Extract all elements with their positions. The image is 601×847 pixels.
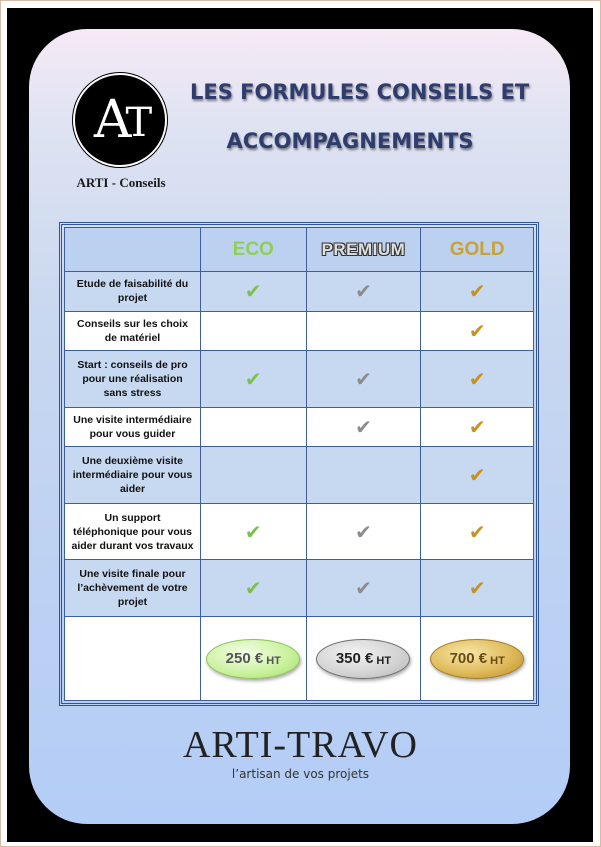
- pricing-table: [59, 222, 539, 706]
- check-icon: ✔: [468, 415, 486, 440]
- page-title-line-1: LES FORMULES CONSEILS ET: [190, 80, 530, 104]
- header-premium: PREMIUM: [306, 228, 421, 272]
- logo-letters: [75, 75, 165, 165]
- logo-caption: ARTI - Conseils: [76, 175, 166, 190]
- price-cell-premium: [306, 617, 421, 701]
- price-cell-eco: [201, 617, 307, 701]
- cell-eco: [201, 560, 307, 617]
- check-icon: ✔: [244, 279, 262, 304]
- header-eco: ECO: [201, 228, 307, 272]
- cell-eco: [201, 503, 307, 559]
- cell-eco: [201, 407, 307, 447]
- cell-eco: [201, 351, 307, 407]
- check-icon: ✔: [355, 415, 372, 440]
- feature-label: Etude de faisabilité du projet: [65, 272, 201, 312]
- check-icon: ✔: [468, 318, 486, 343]
- cell-eco: [201, 447, 307, 503]
- check-icon: ✔: [355, 519, 372, 544]
- check-icon: ✔: [355, 279, 372, 304]
- price-gold-badge[interactable]: [430, 639, 524, 679]
- cell-eco: [201, 311, 307, 351]
- cell-gold: [421, 407, 534, 447]
- price-premium-badge[interactable]: [316, 639, 410, 679]
- cell-premium: [306, 560, 421, 617]
- table-row: [65, 503, 534, 559]
- brand-tagline: l’artisan de vos projets: [231, 767, 370, 781]
- cell-premium: [306, 311, 421, 351]
- check-icon: ✔: [244, 576, 262, 601]
- cell-gold: [421, 311, 534, 351]
- price-gold-value: 700 €: [449, 650, 488, 667]
- brand-name: ARTI-TRAVO: [182, 724, 418, 766]
- table-row: [65, 272, 534, 312]
- check-icon: ✔: [355, 576, 372, 601]
- logo-letter-t: T: [125, 100, 147, 146]
- logo-letter-a: A: [93, 90, 126, 150]
- feature-label: Conseils sur les choix de matériel: [65, 311, 201, 351]
- cell-premium: [306, 351, 421, 407]
- table-row: [65, 407, 534, 447]
- check-icon: ✔: [468, 463, 486, 488]
- price-label-cell: [65, 617, 201, 701]
- cell-premium: [306, 503, 421, 559]
- check-icon: ✔: [244, 367, 262, 392]
- feature-label: Une visite intermédiaire pour vous guider: [65, 407, 201, 447]
- cell-eco: [201, 272, 307, 312]
- header-gold: GOLD: [421, 228, 534, 272]
- price-cell-gold: [421, 617, 534, 701]
- price-premium-value: 350 €: [335, 650, 374, 667]
- feature-label: Une visite finale pour l’achèvement de votre projet: [65, 560, 201, 617]
- table-row: [65, 351, 534, 407]
- price-eco-value: 250 €: [225, 650, 264, 667]
- feature-label: Un support téléphonique pour vous aider durant vos travaux: [65, 503, 201, 559]
- price-gold-suffix: HT: [490, 654, 505, 667]
- price-eco-suffix: HT: [266, 654, 281, 667]
- price-eco-badge[interactable]: [206, 639, 300, 679]
- page-title-line-2: ACCOMPAGNEMENTS: [226, 129, 474, 153]
- table-row: [65, 447, 534, 503]
- cell-gold: [421, 503, 534, 559]
- price-premium-suffix: HT: [376, 654, 392, 667]
- feature-label: Start : conseils de pro pour une réalisation sans stress: [65, 351, 201, 407]
- feature-label: Une deuxième visite intermédiaire pour vous aider: [65, 447, 201, 503]
- table-row: [65, 311, 534, 351]
- check-icon: ✔: [468, 576, 486, 601]
- cell-gold: [421, 272, 534, 312]
- cell-gold: [421, 447, 534, 503]
- check-icon: ✔: [468, 367, 486, 392]
- header-corner: [65, 228, 201, 272]
- logo-icon: [73, 73, 167, 167]
- cell-premium: [306, 272, 421, 312]
- cell-gold: [421, 560, 534, 617]
- check-icon: ✔: [468, 279, 486, 304]
- cell-gold: [421, 351, 534, 407]
- check-icon: ✔: [244, 519, 262, 544]
- cell-premium: [306, 407, 421, 447]
- check-icon: ✔: [468, 519, 486, 544]
- table-row: [65, 560, 534, 617]
- check-icon: ✔: [355, 367, 372, 392]
- cell-premium: [306, 447, 421, 503]
